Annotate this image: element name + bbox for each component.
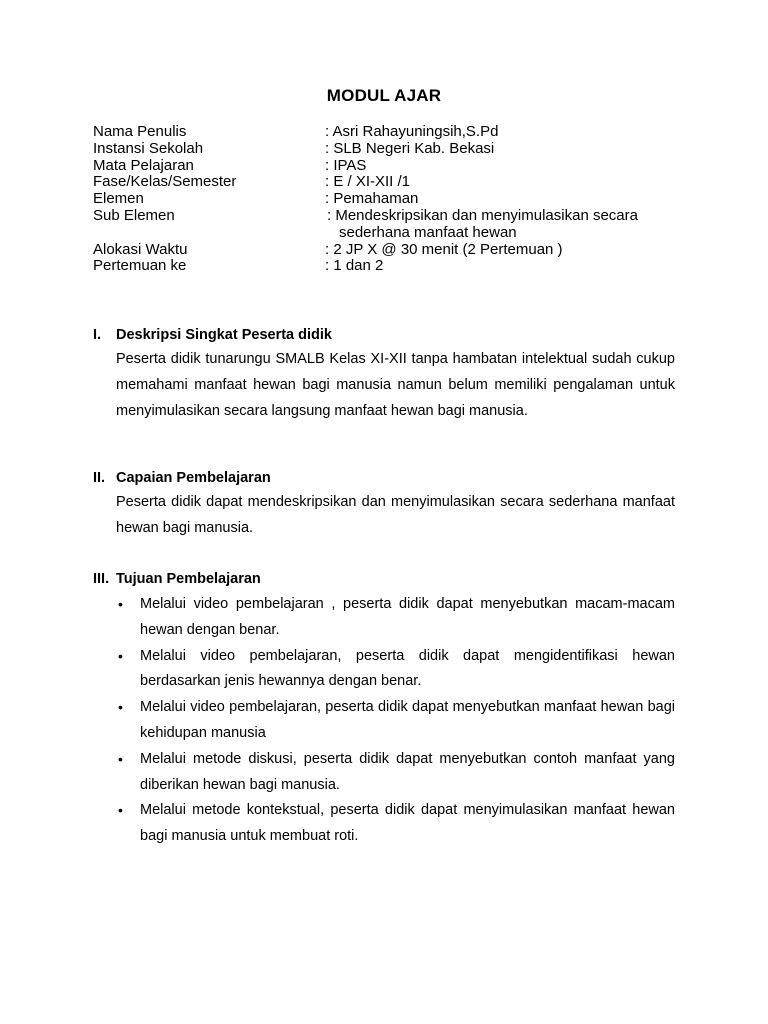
section-learning-outcomes <box>93 469 675 542</box>
meta-label: Instansi Sekolah <box>93 139 204 157</box>
meta-value: : SLB Negeri Kab. Bekasi <box>325 139 495 157</box>
meta-row-subject <box>93 158 693 175</box>
list-item <box>116 644 675 696</box>
list-item-text: Melalui video pembelajaran, peserta didik dapat mengidentifikasi hewan berdasarkan jenis hewannya dengan benar. <box>140 647 675 690</box>
section-heading <box>93 469 675 487</box>
section-title: Capaian Pembelajaran <box>116 470 271 486</box>
meta-row-sub-element <box>93 208 693 242</box>
section-student-description <box>93 326 675 424</box>
meta-row-school <box>93 141 693 158</box>
objectives-list <box>116 592 675 850</box>
meta-row-author <box>93 124 693 141</box>
section-learning-objectives <box>93 570 675 850</box>
section-number: III. <box>93 571 110 587</box>
meta-label: Fase/Kelas/Semester <box>93 173 237 191</box>
meta-label: Pertemuan ke <box>93 257 187 275</box>
list-item <box>116 798 675 850</box>
meta-row-element <box>93 191 693 208</box>
list-item-text: Melalui metode diskusi, peserta didik dapat menyebutkan contoh manfaat yang diberikan hewan bagi manusia. <box>140 750 675 793</box>
list-item <box>116 592 675 644</box>
list-item-text: Melalui metode kontekstual, peserta didik dapat menyimulasikan manfaat hewan bagi manusia untuk membuat roti. <box>140 802 675 845</box>
list-item-text: Melalui video pembelajaran, peserta didik dapat menyebutkan manfaat hewan bagi kehidupan manusia <box>140 699 675 741</box>
section-title: Deskripsi Singkat Peserta didik <box>116 327 332 343</box>
meta-label: Sub Elemen <box>93 206 175 224</box>
meta-value: : Asri Rahayuningsih,S.Pd <box>325 123 499 140</box>
bullet-icon: • <box>118 802 123 819</box>
bullet-icon: • <box>118 750 123 767</box>
section-heading <box>93 326 675 344</box>
bullet-icon: • <box>118 596 123 612</box>
meta-value: : 2 JP X @ 30 menit (2 Pertemuan ) <box>325 240 563 258</box>
section-number: II. <box>93 470 106 486</box>
list-item <box>116 695 675 747</box>
meta-row-phase <box>93 174 693 191</box>
section-title: Tujuan Pembelajaran <box>116 571 261 587</box>
meta-label: Elemen <box>93 190 144 208</box>
section-heading <box>93 570 675 588</box>
meta-label: Alokasi Waktu <box>93 240 188 258</box>
section-number: I. <box>93 327 102 343</box>
section-paragraph: Peserta didik dapat mendeskripsikan dan menyimulasikan secara sederhana manfaat hewan bagi manusia. <box>116 494 675 536</box>
meta-value: : E / XI-XII /1 <box>325 173 411 191</box>
meta-value: : IPAS <box>325 156 367 174</box>
meta-row-meeting <box>93 258 693 275</box>
list-item-text: Melalui video pembelajaran , peserta didik dapat menyebutkan macam-macam hewan dengan benar. <box>140 596 675 638</box>
meta-value: : Mendeskripsikan dan menyimulasikan secara sederhana manfaat hewan <box>327 206 638 241</box>
meta-label: Nama Penulis <box>93 123 187 140</box>
section-paragraph: Peserta didik tunarungu SMALB Kelas XI-XII tanpa hambatan intelektual sudah cukup memahami manfaat hewan bagi manusia namun belum memiliki pengalaman untuk menyimulasikan secara langsung manfaat hewan bagi manusia. <box>116 351 675 419</box>
list-item <box>116 747 675 799</box>
metadata-table <box>93 124 693 275</box>
meta-label: Mata Pelajaran <box>93 156 194 174</box>
bullet-icon: • <box>118 647 123 664</box>
meta-row-time-allocation <box>93 242 693 259</box>
meta-value: : 1 dan 2 <box>325 257 384 275</box>
bullet-icon: • <box>118 699 123 716</box>
meta-value: : Pemahaman <box>325 190 419 208</box>
document-title: MODUL AJAR <box>326 86 442 105</box>
